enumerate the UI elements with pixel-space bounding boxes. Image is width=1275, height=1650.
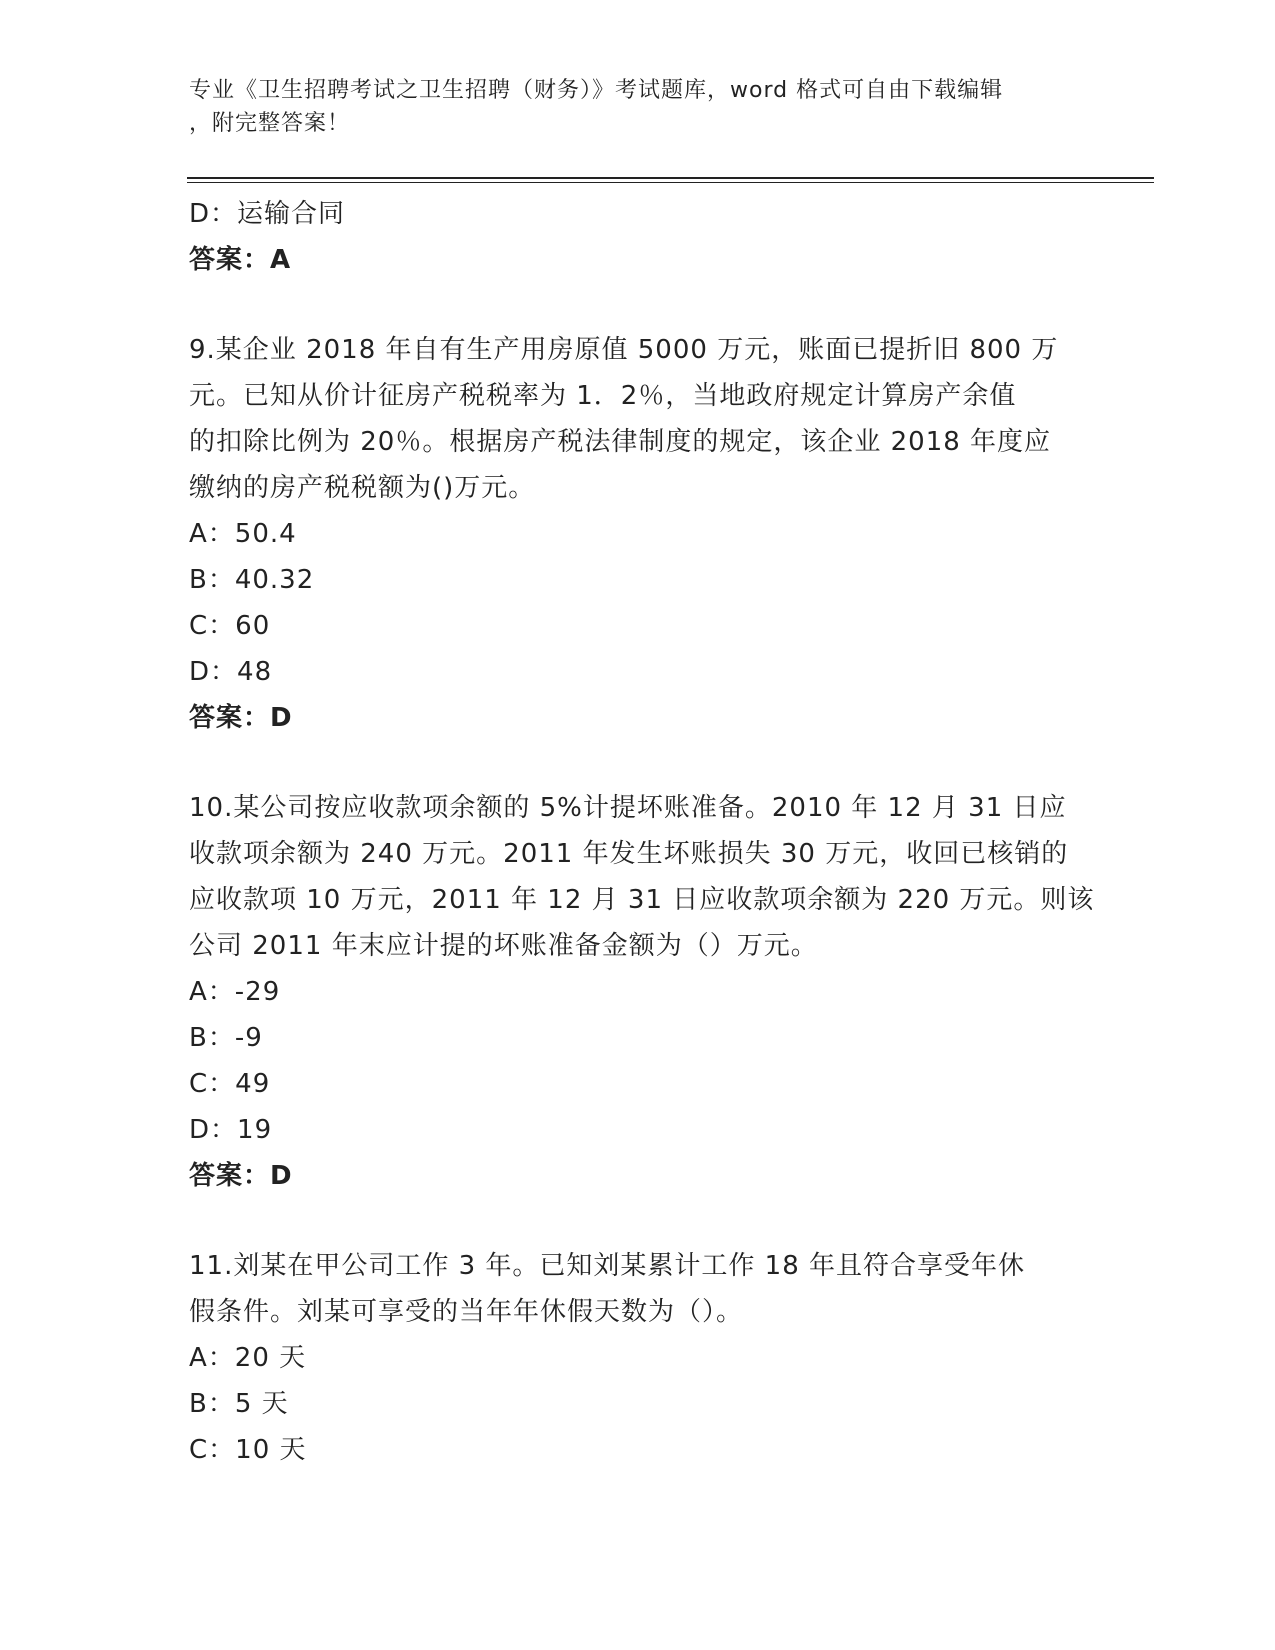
spacer	[189, 1199, 1089, 1243]
question-9-option-d: D：48	[189, 657, 273, 687]
question-9-stem-line: 缴纳的房产税税额为()万元。	[189, 473, 536, 503]
header-divider-thin	[187, 182, 1154, 183]
question-11-option-c: C：10 天	[189, 1435, 307, 1465]
question-9-option-a: A：50.4	[189, 519, 297, 549]
question-10-stem-line: 应收款项 10 万元，2011 年 12 月 31 日应收款项余额为 220 万元。则该	[189, 885, 1095, 915]
question-list	[189, 191, 1095, 1473]
question-10-option-d: D：19	[189, 1115, 273, 1145]
document-header	[189, 74, 1089, 140]
question-10-option-b: B：-9	[189, 1023, 263, 1053]
header-divider-thick	[187, 177, 1154, 179]
header-line-2: ，附完整答案！	[189, 111, 351, 136]
question-10-stem-line: 公司 2011 年末应计提的坏账准备金额为（）万元。	[189, 931, 818, 961]
question-9-stem-line: 元。已知从价计征房产税税率为 1．2％，当地政府规定计算房产余值	[189, 381, 1017, 411]
question-11-stem-line: 11.刘某在甲公司工作 3 年。已知刘某累计工作 18 年且符合享受年休	[189, 1251, 1026, 1281]
question-9-stem-line: 的扣除比例为 20％。根据房产税法律制度的规定，该企业 2018 年度应	[189, 427, 1052, 457]
question-11-option-a: A：20 天	[189, 1343, 307, 1373]
spacer	[189, 741, 1089, 785]
question-9-answer: 答案：D	[189, 703, 293, 733]
question-9-stem-line: 9.某企业 2018 年自有生产用房原值 5000 万元，账面已提折旧 800 万	[189, 335, 1059, 365]
question-10-answer: 答案：D	[189, 1161, 293, 1191]
question-9-stem	[189, 327, 1089, 511]
question-9-option-b: B：40.32	[189, 565, 315, 595]
prev-option-d: D：运输合同	[189, 199, 346, 229]
spacer	[189, 283, 1089, 327]
question-11-option-b: B：5 天	[189, 1389, 289, 1419]
question-10-stem-line: 10.某公司按应收款项余额的 5%计提坏账准备。2010 年 12 月 31 日应	[189, 793, 1067, 823]
question-11-stem-line: 假条件。刘某可享受的当年年休假天数为（）。	[189, 1297, 744, 1327]
question-10-stem-line: 收款项余额为 240 万元。2011 年发生坏账损失 30 万元，收回已核销的	[189, 839, 1069, 869]
question-9-option-c: C：60	[189, 611, 271, 641]
header-line-1: 专业《卫生招聘考试之卫生招聘（财务）》考试题库，word 格式可自由下载编辑	[189, 78, 1004, 103]
prev-answer: 答案：A	[189, 245, 292, 275]
question-10-option-a: A：-29	[189, 977, 281, 1007]
question-11-stem	[189, 1243, 1089, 1335]
question-10-stem	[189, 785, 1095, 969]
question-10-option-c: C：49	[189, 1069, 271, 1099]
